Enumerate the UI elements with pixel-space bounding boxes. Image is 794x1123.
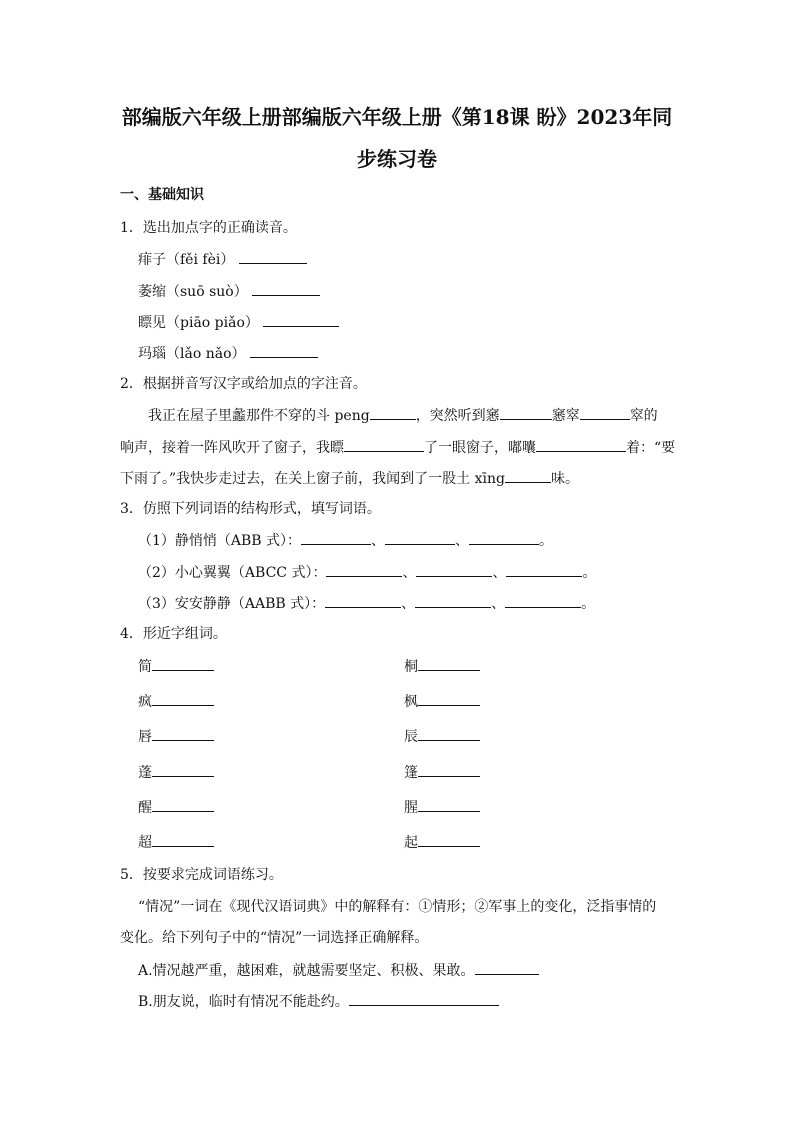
q4-blank[interactable] [152,691,214,706]
question-5-stem: 5．按要求完成词语练习。 [120,867,283,883]
q4-char: 蓬 [138,765,152,781]
q3-item-1-label: （1）静悄悄（ABB 式）： [138,533,302,549]
q4-blank[interactable] [152,656,214,671]
q4-char: 桐 [404,659,418,675]
q4-right-2 [404,691,480,712]
title-line-2: 步练习卷 [357,147,437,171]
q4-left-2 [138,691,214,712]
q3-item-3-label: （3）安安静静（AABB 式）： [138,596,326,612]
q2-blank-peng[interactable] [370,405,416,420]
q2-text-3a: 下雨了。”我快步走过去，在关上窗子前，我闻到了一股土 xīng [120,471,505,487]
q1-answer-blank-1[interactable] [239,249,307,264]
question-3-stem: 3．仿照下列词语的结构形式，填写词语。 [120,501,381,517]
section-heading: 一、基础知识 [120,187,204,203]
q4-right-5 [404,797,480,818]
q2-blank-nang[interactable] [536,437,626,452]
q4-blank[interactable] [418,691,480,706]
q1-item-1 [138,249,307,270]
q4-blank[interactable] [418,726,480,741]
q3-2-blank-c[interactable] [506,562,582,577]
q3-item-3: （3）安安静静（AABB 式）： 、 、 。 [138,593,595,614]
q2-blank-piao[interactable] [344,437,424,452]
q2-text-1b: ，突然听到窸 [415,408,500,424]
q4-char: 超 [138,835,152,851]
q1-item-4 [138,343,318,364]
q2-text-1a: 我正在屋子里蠡那件不穿的斗 peng [148,408,370,424]
q5-blank-a[interactable] [475,960,539,975]
q3-item-2-label: （2）小心翼翼（ABCC 式）： [138,565,327,581]
q4-char: 腥 [404,800,418,816]
q4-right-6 [404,832,480,853]
q1-item-2 [138,281,320,302]
q4-blank[interactable] [418,656,480,671]
q4-left-4 [138,762,214,783]
q4-char: 篷 [404,765,418,781]
q4-blank[interactable] [152,832,214,847]
q2-paragraph-line-1 [148,405,658,426]
q3-3-blank-c[interactable] [505,593,581,608]
q3-1-blank-b[interactable] [385,530,455,545]
q5-item-b-text: B.朋友说，临时有情况不能赴约。 [138,994,349,1010]
q1-item-3-text: 瞟见（piāo piǎo） [138,315,259,331]
q4-right-1 [404,656,480,677]
q1-answer-blank-4[interactable] [250,343,318,358]
q2-text-3b: 味。 [550,471,579,487]
q5-item-b [138,991,499,1012]
q3-item-2: （2）小心翼翼（ABCC 式）： 、 、 。 [138,562,596,583]
q4-char: 唇 [138,729,152,745]
q2-text-1d: 窣的 [629,408,658,424]
q4-left-1 [138,656,214,677]
q1-item-1-text: 痱子（fěi fèi） [138,252,235,268]
q2-text-2a: 响声，接着一阵风吹开了窗子，我瞟 [120,440,344,456]
q4-char: 醒 [138,800,152,816]
q3-item-1: （1）静悄悄（ABB 式）： 、 、 。 [138,530,553,551]
question-2-stem: 2．根据拼音写汉字或给加点的字注音。 [120,376,367,392]
q4-char: 疯 [138,694,152,710]
q3-2-blank-a[interactable] [326,562,402,577]
q4-left-6 [138,832,214,853]
q2-blank-xi-2[interactable] [580,405,630,420]
q2-text-1c: 窸窣 [551,408,580,424]
q3-2-blank-b[interactable] [416,562,492,577]
q3-1-blank-c[interactable] [469,530,539,545]
q1-answer-blank-3[interactable] [263,312,339,327]
q5-item-a-text: A.情况越严重，越困难，就越需要坚定、积极、果敢。 [138,963,475,979]
q2-paragraph-line-2 [120,437,675,458]
question-4-stem: 4．形近字组词。 [120,626,227,642]
q4-blank[interactable] [418,832,480,847]
q4-blank[interactable] [152,762,214,777]
q2-blank-xi-1[interactable] [500,405,552,420]
q1-answer-blank-2[interactable] [252,281,320,296]
q5-paragraph-line-1: “情况”一词在《现代汉语词典》中的解释有：①情形；②军事上的变化，泛指事情的 [138,899,657,915]
q2-text-2b: 了一眼窗子，嘟囔 [424,440,536,456]
q5-item-a [138,960,539,981]
q1-item-3 [138,312,339,333]
q4-blank[interactable] [418,797,480,812]
q4-right-3 [404,726,480,747]
q4-blank[interactable] [418,762,480,777]
q4-char: 简 [138,659,152,675]
q4-left-3 [138,726,214,747]
q2-text-2c: 着：“要 [626,440,676,456]
q4-right-4 [404,762,480,783]
q1-item-4-text: 玛瑙（lǎo nǎo） [138,346,246,362]
q3-3-blank-a[interactable] [325,593,401,608]
q4-char: 起 [404,835,418,851]
q1-item-2-text: 萎缩（suō suò） [138,284,248,300]
q4-char: 枫 [404,694,418,710]
q3-1-blank-a[interactable] [301,530,371,545]
page-title [110,96,684,180]
q2-paragraph-line-3 [120,468,579,489]
q4-char: 辰 [404,729,418,745]
q4-left-5 [138,797,214,818]
q3-3-blank-b[interactable] [415,593,491,608]
q4-blank[interactable] [152,726,214,741]
q2-blank-xing[interactable] [505,468,551,483]
q5-blank-b[interactable] [349,991,499,1006]
q4-blank[interactable] [152,797,214,812]
q5-paragraph-line-2: 变化。给下列句子中的“情况”一词选择正确解释。 [120,930,429,946]
question-1-stem: 1．选出加点字的正确读音。 [120,220,297,236]
title-line-1: 部编版六年级上册部编版六年级上册《第18课 盼》2023年同 [121,105,673,129]
